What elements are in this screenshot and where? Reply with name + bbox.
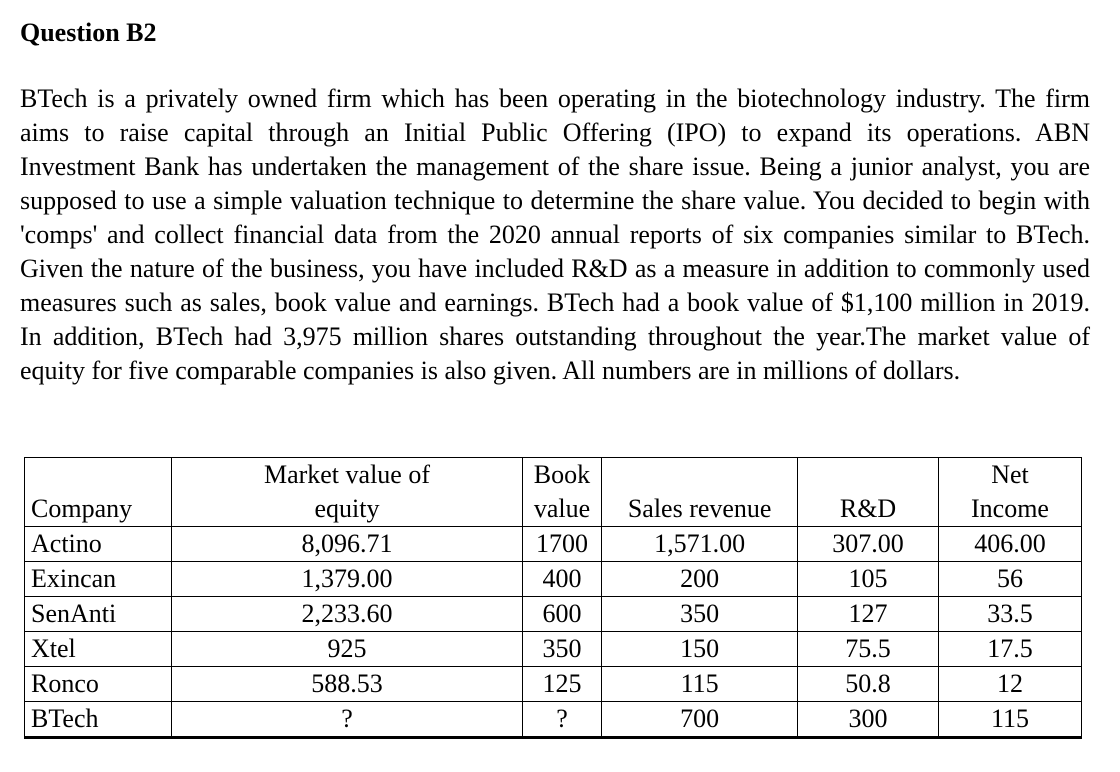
cell-rd: 75.5	[798, 632, 939, 667]
table-row	[25, 702, 1082, 738]
cell-sales: 1,571.00	[602, 527, 798, 562]
header-market-value-line2: equity	[314, 494, 380, 523]
header-rd	[798, 458, 939, 527]
cell-rd: 127	[798, 597, 939, 632]
header-market-value-line1: Market value of	[263, 460, 430, 489]
cell-net-income: 12	[938, 667, 1081, 702]
header-rd-label: R&D	[839, 494, 897, 523]
cell-company: Ronco	[25, 667, 172, 702]
cell-net-income: 56	[938, 562, 1081, 597]
question-title: Question B2	[20, 18, 157, 47]
cell-net-income: 17.5	[938, 632, 1081, 667]
header-net-income-line2: Income	[971, 494, 1049, 523]
comparables-table	[24, 457, 1082, 739]
cell-net-income: 115	[938, 702, 1081, 738]
header-row	[25, 458, 1082, 527]
cell-market-value: 8,096.71	[172, 527, 523, 562]
cell-book-value: 350	[522, 632, 601, 667]
cell-sales: 115	[602, 667, 798, 702]
header-book-value-line2: value	[533, 494, 591, 523]
cell-book-value: 125	[522, 667, 601, 702]
cell-book-value: ?	[522, 702, 601, 738]
header-book-value	[522, 458, 601, 527]
table-row	[25, 597, 1082, 632]
header-net-income	[938, 458, 1081, 527]
cell-market-value: 2,233.60	[172, 597, 523, 632]
table-row	[25, 667, 1082, 702]
cell-sales: 700	[602, 702, 798, 738]
cell-net-income: 406.00	[938, 527, 1081, 562]
header-market-value	[172, 458, 523, 527]
header-book-value-line1: Book	[533, 460, 591, 489]
cell-market-value: 588.53	[172, 667, 523, 702]
cell-company: Actino	[25, 527, 172, 562]
cell-company: Exincan	[25, 562, 172, 597]
cell-company: BTech	[25, 702, 172, 738]
cell-company: SenAnti	[25, 597, 172, 632]
cell-market-value: ?	[172, 702, 523, 738]
cell-book-value: 600	[522, 597, 601, 632]
cell-book-value: 1700	[522, 527, 601, 562]
table-header	[25, 458, 1082, 527]
cell-rd: 300	[798, 702, 939, 738]
cell-rd: 50.8	[798, 667, 939, 702]
cell-company: Xtel	[25, 632, 172, 667]
header-sales-revenue	[602, 458, 798, 527]
header-net-income-line1: Net	[991, 460, 1029, 489]
question-paragraph: BTech is a privately owned firm which has been operating in the biotechnology industry. The firm aims to raise capital through an Initial Public Offering (IPO) to expand its operations. ABN Investment Bank has undertaken the management of the share issue. Being a junior analyst, you are supposed to use a simple valuation technique to determine the share value. You decided to begin with 'comps' and collect financial data from the 2020 annual reports of six companies similar to BTech. Given the nature of the business, you have included R&D as a measure in addition to commonly used measures such as sales, book value and earnings. BTech had a book value of $1,100 million in 2019. In addition, BTech had 3,975 million shares outstanding throughout the year.The market value of equity for five comparable companies is also given. All numbers are in millions of dollars.	[20, 84, 1090, 385]
cell-market-value: 925	[172, 632, 523, 667]
header-company	[25, 458, 172, 527]
header-company-label: Company	[31, 494, 133, 523]
cell-market-value: 1,379.00	[172, 562, 523, 597]
cell-rd: 105	[798, 562, 939, 597]
table-row	[25, 527, 1082, 562]
cell-sales: 150	[602, 632, 798, 667]
table-row	[25, 632, 1082, 667]
header-sales-label: Sales revenue	[627, 494, 772, 523]
table-row	[25, 562, 1082, 597]
cell-book-value: 400	[522, 562, 601, 597]
cell-rd: 307.00	[798, 527, 939, 562]
cell-net-income: 33.5	[938, 597, 1081, 632]
cell-sales: 200	[602, 562, 798, 597]
table-body	[25, 527, 1082, 738]
cell-sales: 350	[602, 597, 798, 632]
